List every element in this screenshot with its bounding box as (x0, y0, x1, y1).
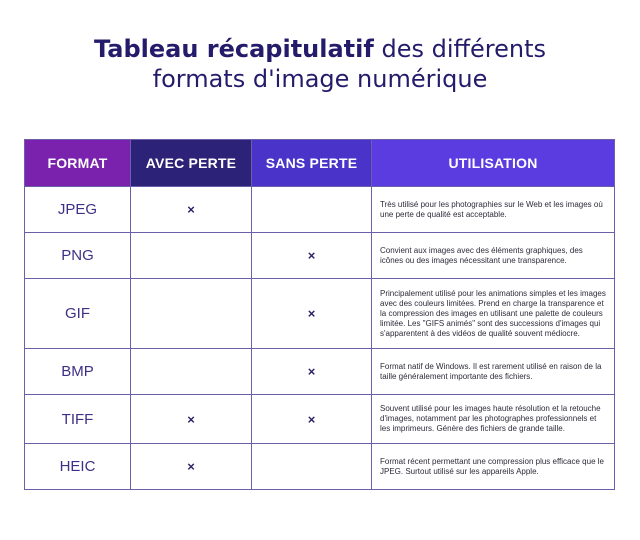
utilisation-cell: Souvent utilisé pour les images haute résolution et la retouche d'images, notamment par les photographes professionnels et les imprimeurs. Génère des fichiers de grande taille. (372, 395, 615, 444)
avec-perte-cell: × (131, 187, 252, 233)
page-title (0, 34, 640, 94)
title-rest-part: des différents (373, 35, 547, 63)
format-cell: PNG (25, 233, 131, 279)
table-row (25, 279, 615, 349)
format-cell: HEIC (25, 444, 131, 490)
title-bold-part: Tableau récapitulatif (93, 35, 374, 63)
utilisation-cell: Format récent permettant une compression plus efficace que le JPEG. Surtout utilisé sur les appareils Apple. (372, 444, 615, 490)
avec-perte-cell (131, 279, 252, 349)
title-line-2: formats d'image numérique (152, 65, 488, 93)
table-row (25, 395, 615, 444)
table-row (25, 444, 615, 490)
utilisation-cell: Format natif de Windows. Il est rarement utilisé en raison de la taille généralement importante des fichiers. (372, 349, 615, 395)
formats-table (24, 139, 615, 490)
sans-perte-cell: × (252, 395, 372, 444)
table-row (25, 187, 615, 233)
format-cell: JPEG (25, 187, 131, 233)
table-row (25, 233, 615, 279)
sans-perte-cell: × (252, 233, 372, 279)
sans-perte-cell (252, 187, 372, 233)
sans-perte-cell: × (252, 349, 372, 395)
header-format: FORMAT (25, 140, 131, 187)
title-line-1 (0, 34, 640, 64)
format-cell: GIF (25, 279, 131, 349)
utilisation-cell: Très utilisé pour les photographies sur le Web et les images où une perte de qualité est acceptable. (372, 187, 615, 233)
utilisation-cell: Principalement utilisé pour les animations simples et les images avec des couleurs limitées. Prend en charge la transparence et la compression des images en utilisant une palette de couleurs limitée. Les "GIFS animés" sont des successions d'images qui s'apparentent à des vidéos de qualité souvent médiocre. (372, 279, 615, 349)
avec-perte-cell (131, 349, 252, 395)
avec-perte-cell (131, 233, 252, 279)
table-row (25, 349, 615, 395)
header-avec-perte: AVEC PERTE (131, 140, 252, 187)
sans-perte-cell (252, 444, 372, 490)
avec-perte-cell: × (131, 444, 252, 490)
format-cell: BMP (25, 349, 131, 395)
header-utilisation: UTILISATION (372, 140, 615, 187)
sans-perte-cell: × (252, 279, 372, 349)
format-cell: TIFF (25, 395, 131, 444)
header-sans-perte: SANS PERTE (252, 140, 372, 187)
utilisation-cell: Convient aux images avec des éléments graphiques, des icônes ou des images nécessitant une transparence. (372, 233, 615, 279)
table-header-row (25, 140, 615, 187)
avec-perte-cell: × (131, 395, 252, 444)
